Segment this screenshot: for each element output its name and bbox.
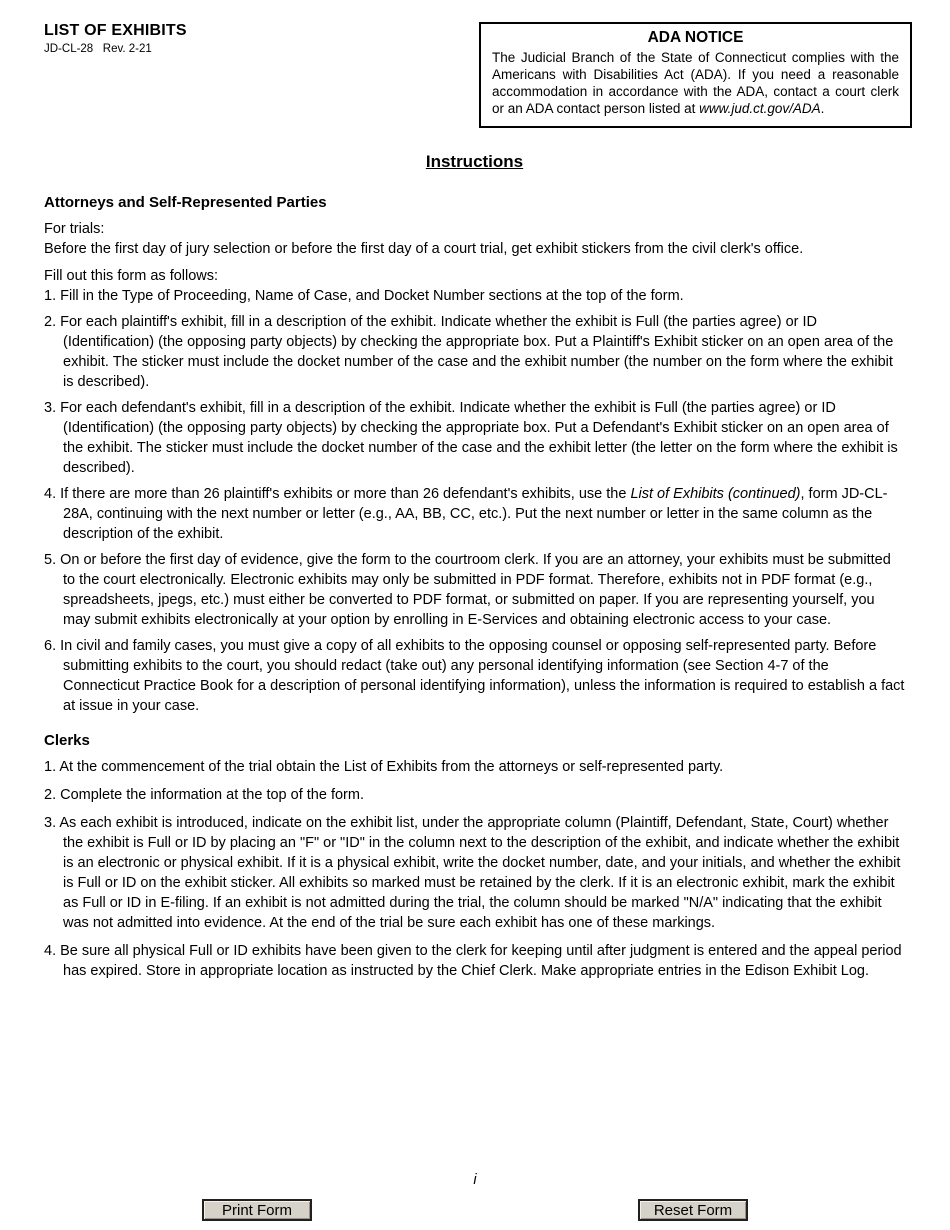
item-text: Fill in the Type of Proceeding, Name of Case, and Docket Number sections at the top of the form. (60, 288, 684, 304)
instruction-item (44, 484, 905, 544)
item-text: For each plaintiff's exhibit, fill in a description of the exhibit. Indicate whether the exhibit is Full (the parties agree) or ID (Identification) (the opposing party objects) by checking the appropriate box. Put a Plaintiff's Exhibit sticker on an open area of the exhibit. The sticker must include the docket number of the case and the exhibit number (the number on the form where the exhibit is described). (60, 314, 894, 390)
item-text: Complete the information at the top of the form. (60, 787, 364, 803)
reset-form-button[interactable]: Reset Form (638, 1199, 748, 1221)
page-number: i (473, 1172, 477, 1188)
item-text: Be sure all physical Full or ID exhibits have been given to the clerk for keeping until after judgment is entered and the appeal period has expired. Store in appropriate location as instructed by the Chief Clerk. Make appropriate entries in the Edison Exhibit Log. (60, 943, 902, 979)
page-title: LIST OF EXHIBITS (44, 22, 187, 39)
item-text-italic: List of Exhibits (continued) (630, 486, 801, 502)
item-text: In civil and family cases, you must give a copy of all exhibits to the opposing counsel or opposing self-represented party. Before submitting exhibits to the court, you should redact (take out) any personal identifying information (see Section 4-7 of the Connecticut Practice Book for a description of personal identifying information), unless the information is required to establish a fact at issue in your case. (60, 638, 905, 714)
fill-out-intro: Fill out this form as follows: (44, 268, 219, 284)
item-number: 2. (44, 314, 57, 330)
instruction-item (44, 312, 905, 392)
instructions-title: Instructions (425, 152, 524, 171)
ada-text-after-link: . (820, 101, 825, 116)
clerks-items (44, 757, 905, 981)
item-number: 4. (44, 943, 57, 959)
ada-link: www.jud.ct.gov/ADA (699, 101, 821, 116)
main-content (0, 152, 950, 981)
ada-text-before-link: The Judicial Branch of the State of Connecticut complies with the Americans with Disabilities Act (ADA). If you need a reasonable accommodation in accordance with the ADA, contact a court clerk or an ADA contact person listed at (492, 50, 899, 116)
item-text-before-italic: If there are more than 26 plaintiff's exhibits or more than 26 defendant's exhibits, use the (60, 486, 631, 502)
for-trials-label: For trials: (44, 221, 105, 237)
item-number: 4. (44, 486, 57, 502)
clerks-heading: Clerks (44, 732, 90, 749)
instruction-item (44, 757, 905, 777)
form-title-block (44, 22, 187, 55)
item-number: 1. (44, 288, 57, 304)
item-text: On or before the first day of evidence, give the form to the courtroom clerk. If you are an attorney, your exhibits must be submitted to the court electronically. Electronic exhibits may only be submitted in PDF format. Therefore, exhibits not in PDF format (e.g., spreadsheets, jpegs, etc.) must either be converted to PDF format, or submitted on paper. If you are representing yourself, you may submit exhibits electronically at your option by enrolling in E-Services and obtaining electronic access to your case. (60, 552, 891, 628)
ada-notice-box (479, 22, 912, 128)
item-number: 6. (44, 638, 57, 654)
section-clerks (44, 732, 905, 981)
item-text: At the commencement of the trial obtain the List of Exhibits from the attorneys or self-represented party. (59, 759, 724, 775)
instruction-item (44, 941, 905, 981)
attorneys-items (44, 286, 905, 716)
item-number: 2. (44, 787, 57, 803)
section-attorneys (44, 194, 905, 716)
item-text (60, 486, 887, 542)
item-number: 3. (44, 815, 57, 831)
for-trials-paragraph (44, 219, 905, 259)
instruction-item (44, 813, 905, 933)
print-form-button[interactable]: Print Form (202, 1199, 312, 1221)
item-text: As each exhibit is introduced, indicate on the exhibit list, under the appropriate column (Plaintiff, Defendant, State, Court) whether the exhibit is Full or ID by placing an "F" or "ID" in the column next to the description of the exhibit, and indicate whether the exhibit is an electronic or physical exhibit. If it is a physical exhibit, write the docket number, date, and your initials, and whether the exhibit is Full or ID on the exhibit sticker. All exhibits so marked must be retained by the clerk. If it is an electronic exhibit, mark the exhibit as Full or ID in E-filing. If an exhibit is not admitted during the trial, the column should be marked "N/A" indicating that the exhibit was not admitted into evidence. At the end of the trial be sure each exhibit has one of these markings. (59, 815, 901, 931)
item-number: 5. (44, 552, 57, 568)
instruction-item (44, 636, 905, 716)
item-text: For each defendant's exhibit, fill in a description of the exhibit. Indicate whether the exhibit is Full (the parties agree) or ID (Identification) (the opposing party objects) by checking the appropriate box. Put a Defendant's Exhibit sticker on an open area of the exhibit. The sticker must include the docket number of the case and the exhibit letter (the letter on the form where the exhibit is described). (60, 400, 898, 476)
attorneys-heading: Attorneys and Self-Represented Parties (44, 194, 327, 211)
item-number: 3. (44, 400, 57, 416)
item-text-after-italic: , form JD-CL-28A, continuing with the next number or letter (e.g., AA, BB, CC, etc.). Put the next number or letter in the same column as the description of the exhibit. (63, 486, 888, 542)
instruction-item (44, 286, 905, 306)
instruction-item (44, 550, 905, 630)
form-number: JD-CL-28 Rev. 2-21 (44, 43, 152, 55)
ada-notice-text (492, 49, 899, 117)
header (0, 0, 950, 128)
item-number: 1. (44, 759, 57, 775)
instruction-item (44, 398, 905, 478)
instruction-item (44, 785, 905, 805)
for-trials-text: Before the first day of jury selection or before the first day of a court trial, get exhibit stickers from the civil clerk's office. (44, 241, 804, 257)
ada-notice-title: ADA NOTICE (647, 29, 744, 46)
